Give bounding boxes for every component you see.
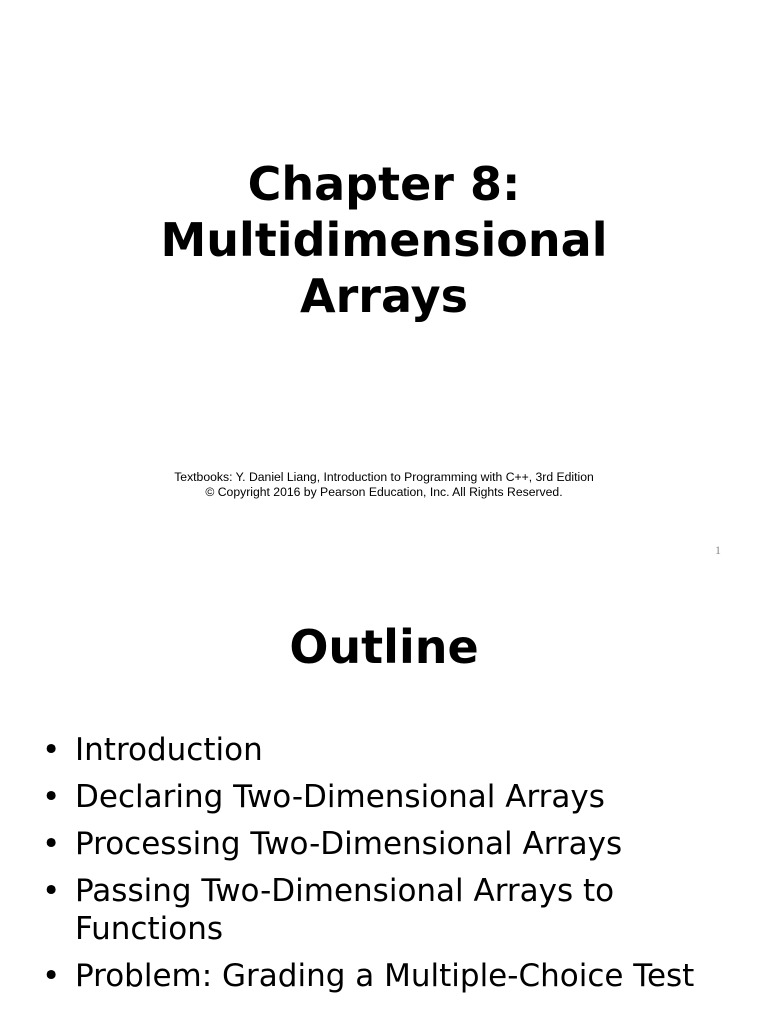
outline-item-text: Passing Two-Dimensional Arrays to Functions: [75, 873, 615, 947]
bullet-icon: •: [42, 732, 61, 768]
bullet-icon: •: [42, 826, 61, 862]
outline-item-text: Problem: Grading a Multiple-Choice Test: [75, 958, 695, 994]
chapter-title-line-3: Arrays: [300, 269, 468, 324]
bullet-icon: •: [42, 958, 61, 994]
textbook-credit-line-1: Textbooks: Y. Daniel Liang, Introduction to Programming with C++, 3rd Edition: [174, 470, 594, 484]
chapter-title-line-2: Multidimensional: [160, 213, 608, 268]
outline-item-text: Declaring Two-Dimensional Arrays: [75, 779, 605, 815]
textbook-credit: [0, 470, 768, 500]
chapter-title: [0, 156, 768, 324]
outline-item-text: Introduction: [75, 732, 263, 768]
bullet-icon: •: [42, 779, 61, 815]
outline-item: [40, 825, 740, 863]
slide-outline: [0, 576, 768, 1024]
outline-item: [40, 957, 740, 995]
page-number: 1: [715, 543, 721, 557]
chapter-title-line-1: Chapter 8:: [247, 157, 521, 211]
outline-title: Outline: [289, 620, 479, 674]
outline-list: [40, 731, 740, 1004]
outline-item: [40, 872, 740, 948]
copyright-line: © Copyright 2016 by Pearson Education, Inc. All Rights Reserved.: [205, 485, 563, 499]
outline-item: [40, 778, 740, 816]
outline-item-text: Processing Two-Dimensional Arrays: [75, 826, 623, 862]
outline-item: [40, 731, 740, 769]
bullet-icon: •: [42, 873, 61, 909]
